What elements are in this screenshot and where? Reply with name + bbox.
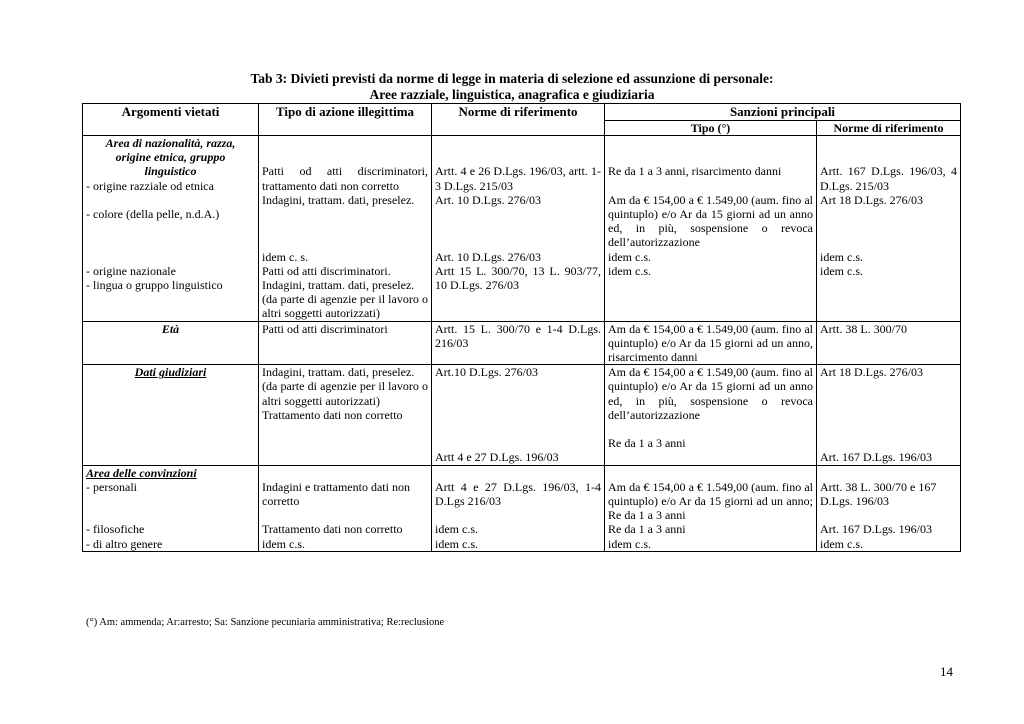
sanz-nazionalita-2: Am da € 154,00 a € 1.549,00 (aum. fino al quintuplo) e/o Ar da 15 giorni ad un anno ed, in più, sospensione o revoca dell’autorizzazione (608, 192, 813, 250)
header-sanzioni-norme: Norme di riferimento (817, 121, 961, 136)
norme-convinzioni-1: Artt 4 e 27 D.Lgs. 196/03, 1-4 D.Lgs 216/03 (435, 479, 601, 508)
azione-convinzioni-2: Trattamento dati non corretto (262, 522, 403, 537)
snorme-giudiziari-1: Art 18 D.Lgs. 276/03 (820, 365, 923, 380)
cell-sanz-giudiziari (605, 365, 817, 465)
sanz-nazionalita-4: idem c.s. (608, 263, 651, 278)
cell-norme-nazionalita (432, 136, 605, 322)
sanctions-footnote: (°) Am: ammenda; Ar:arresto; Sa: Sanzione pecuniaria amministrativa; Re:reclusione (86, 617, 445, 628)
snorme-convinzioni-3: idem c.s. (820, 536, 863, 551)
cell-norme-convinzioni (432, 465, 605, 551)
sanz-convinzioni-2: Re da 1 a 3 anni (608, 522, 686, 537)
table-row-nazionalita (83, 136, 961, 322)
azione-nazionalita-5: Indagini, trattam. dati, preselez. (262, 278, 415, 292)
row-heading-convinzioni: Area delle convinzioni (86, 465, 197, 480)
azione-convinzioni-3: idem c.s. (262, 536, 305, 551)
sub-filosofiche: - filosofiche (86, 522, 145, 537)
snorme-nazionalita-3: idem c.s. (820, 249, 863, 264)
azione-nazionalita-6: (da parte di agenzie per il lavoro o altri soggetti autorizzati) (262, 292, 428, 321)
sub-altro-genere: - di altro genere (86, 536, 163, 551)
sanz-convinzioni-1: Am da € 154,00 a € 1.549,00 (aum. fino al quintuplo) e/o Ar da 15 giorni ad un anno; Re da 1 a 3 anni (608, 479, 813, 523)
sanz-nazionalita-1: Re da 1 a 3 anni, risarcimento danni (608, 164, 782, 179)
sub-lingua: - lingua o gruppo linguistico (86, 278, 223, 292)
cell-argomento-nazionalita (83, 136, 259, 322)
norme-nazionalita-3: Art. 10 D.Lgs. 276/03 (435, 249, 541, 264)
cell-snorme-nazionalita (817, 136, 961, 322)
sanz-giudiziari-1: Am da € 154,00 a € 1.549,00 (aum. fino al quintuplo) e/o Ar da 15 giorni ad un anno ed, in più, sospensione o revoca dell’autorizzazione (608, 365, 813, 422)
snorme-nazionalita-1: Artt. 167 D.Lgs. 196/03, 4 D.Lgs. 215/03 (820, 164, 957, 193)
header-row-1 (83, 104, 961, 121)
prohibitions-table (82, 103, 961, 552)
norme-nazionalita-2: Art. 10 D.Lgs. 276/03 (435, 192, 541, 207)
norme-nazionalita-1: Artt. 4 e 26 D.Lgs. 196/03, artt. 1-3 D.Lgs. 215/03 (435, 164, 601, 193)
cell-azione-giudiziari (259, 365, 432, 465)
azione-nazionalita-2: Indagini, trattam. dati, preselez. (262, 192, 415, 207)
cell-argomento-convinzioni (83, 465, 259, 551)
snorme-eta: Artt. 38 L. 300/70 (817, 321, 961, 365)
sub-origine-nazionale: - origine nazionale (86, 263, 176, 278)
azione-nazionalita-4: Patti od atti discriminatori. (262, 263, 391, 278)
table-row-eta (83, 321, 961, 365)
cell-azione-convinzioni (259, 465, 432, 551)
header-sanzioni: Sanzioni principali (605, 104, 961, 121)
snorme-giudiziari-2: Art. 167 D.Lgs. 196/03 (820, 450, 932, 465)
row-heading-nazionalita-b: origine etnica, gruppo (115, 150, 226, 165)
snorme-convinzioni-1: Artt. 38 L. 300/70 e 167 D.Lgs. 196/03 (820, 479, 937, 508)
cell-sanz-convinzioni (605, 465, 817, 551)
header-tipo-azione: Tipo di azione illegittima (259, 104, 432, 136)
sanz-eta: Am da € 154,00 a € 1.549,00 (aum. fino al quintuplo) e/o Ar da 15 giorni ad un anno, risarcimento danni (605, 321, 817, 365)
snorme-convinzioni-2: Art. 167 D.Lgs. 196/03 (820, 522, 932, 537)
row-heading-nazionalita-a: Area di nazionalità, razza, (105, 136, 236, 150)
snorme-nazionalita-2: Art 18 D.Lgs. 276/03 (820, 192, 923, 207)
norme-eta: Artt. 15 L. 300/70 e 1-4 D.Lgs. 216/03 (432, 321, 605, 365)
norme-giudiziari-1: Art.10 D.Lgs. 276/03 (435, 365, 538, 380)
norme-convinzioni-3: idem c.s. (435, 536, 478, 551)
title-line-1: Tab 3: Divieti previsti da norme di legge in materia di selezione ed assunzione di personale: (250, 71, 774, 86)
cell-snorme-giudiziari (817, 365, 961, 465)
sub-origine-razziale: - origine razziale od etnica (86, 178, 214, 193)
azione-nazionalita-1: Patti od atti discriminatori, trattamento dati non corretto (262, 164, 428, 193)
cell-sanzioni-nazionalita (605, 136, 817, 322)
sanz-convinzioni-3: idem c.s. (608, 536, 651, 551)
row-heading-eta: Età (83, 321, 259, 365)
norme-convinzioni-2: idem c.s. (435, 522, 478, 537)
norme-nazionalita-4: Artt 15 L. 300/70, 13 L. 903/77, 10 D.Lgs. 276/03 (435, 263, 601, 292)
azione-giudiziari-1: Indagini, trattam. dati, preselez. (262, 365, 415, 380)
cell-snorme-convinzioni (817, 465, 961, 551)
snorme-nazionalita-4: idem c.s. (820, 263, 863, 278)
table-title (0, 71, 1024, 103)
table-row-giudiziari (83, 365, 961, 465)
header-sanzioni-tipo: Tipo (°) (605, 121, 817, 136)
header-argomenti: Argomenti vietati (83, 104, 259, 136)
table-row-convinzioni (83, 465, 961, 551)
sub-personali: - personali (86, 479, 137, 494)
sub-colore: - colore (della pelle, n.d.A.) (86, 207, 220, 221)
azione-convinzioni-1: Indagini e trattamento dati non corretto (262, 479, 410, 508)
azione-nazionalita-3: idem c. s. (262, 249, 308, 264)
title-line-2: Aree razziale, linguistica, anagrafica e giudiziaria (369, 87, 655, 102)
sanz-giudiziari-2: Re da 1 a 3 anni (608, 436, 686, 451)
row-heading-giudiziari: Dati giudiziari (83, 365, 259, 465)
page-number: 14 (940, 664, 953, 679)
norme-giudiziari-2: Artt 4 e 27 D.Lgs. 196/03 (435, 450, 559, 465)
row-heading-nazionalita-c: linguistico (144, 164, 197, 179)
azione-eta: Patti od atti discriminatori (259, 321, 432, 365)
sanz-nazionalita-3: idem c.s. (608, 249, 651, 264)
header-norme: Norme di riferimento (432, 104, 605, 136)
cell-norme-giudiziari (432, 365, 605, 465)
cell-azione-nazionalita (259, 136, 432, 322)
azione-giudiziari-3: Trattamento dati non corretto (262, 407, 403, 422)
azione-giudiziari-2: (da parte di agenzie per il lavoro o altri soggetti autorizzati) (262, 379, 428, 408)
